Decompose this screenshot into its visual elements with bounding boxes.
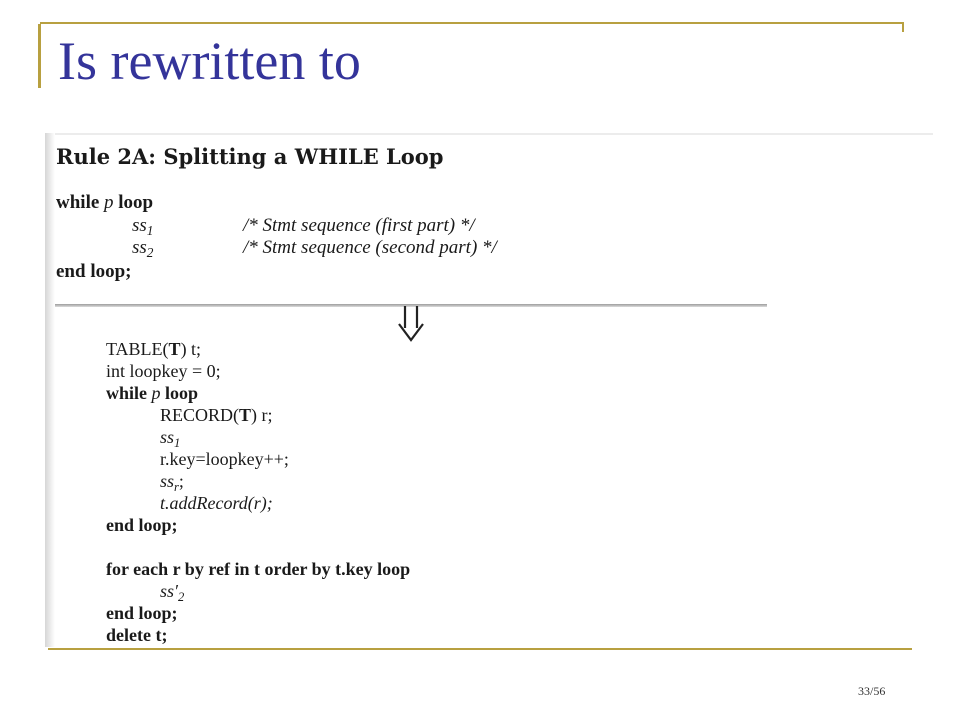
delete-statement: delete t; (106, 625, 168, 645)
table-keyword: TABLE( (106, 339, 169, 359)
table-type: T (168, 339, 181, 359)
record-keyword: RECORD( (160, 405, 240, 425)
ssr-symbol: ss (160, 471, 175, 491)
loop-keyword: loop (118, 192, 154, 213)
add-record-call: t.addRecord(r); (160, 493, 273, 513)
int-declaration: int loopkey = 0; (106, 361, 221, 381)
rewritten-end-loop: end loop; (106, 515, 178, 535)
original-end-loop: end loop; (56, 261, 132, 282)
ss2-symbol: ss (160, 581, 175, 601)
record-declaration (160, 406, 273, 424)
for-each-line: for each r by ref in t order by t.key loop (106, 559, 411, 579)
while-keyword: while (106, 383, 148, 403)
original-while-line (56, 193, 153, 212)
key-assignment: r.key=loopkey++; (160, 449, 289, 469)
ss1-subscript: 1 (146, 222, 154, 238)
record-type: T (239, 405, 252, 425)
original-ss2-comment: /* Stmt sequence (second part) */ (243, 237, 497, 258)
rewritten-ssr (160, 472, 184, 493)
loop-keyword: loop (165, 383, 199, 403)
rule-heading: Rule 2A: Splitting a WHILE Loop (56, 144, 444, 169)
ssr-subscript: r (174, 479, 179, 494)
for-end-loop: end loop; (106, 603, 178, 623)
original-ss2 (132, 238, 153, 259)
ssr-semicolon: ; (178, 471, 184, 491)
record-rest: ) r; (251, 405, 273, 425)
rewritten-ss2-prime (160, 582, 184, 603)
page-number: 33/56 (858, 684, 886, 698)
frame-left-rule (38, 24, 41, 88)
delete-line (106, 626, 167, 644)
original-ss1 (132, 216, 153, 237)
frame-top-rule-end (902, 22, 904, 32)
ss2-subscript: 2 (177, 589, 185, 604)
double-down-arrow-icon (396, 304, 426, 342)
ss2-prime-mark: ′ (174, 581, 178, 601)
while-condition: p (151, 383, 161, 403)
ss1-symbol: ss (160, 427, 175, 447)
frame-top-rule (40, 22, 904, 24)
rewritten-ss1 (160, 428, 180, 449)
ss1-subscript: 1 (174, 435, 181, 450)
excerpt-top-edge (45, 133, 933, 135)
ss2-subscript: 2 (146, 244, 154, 260)
ss1-symbol: ss (132, 215, 147, 236)
table-rest: ) t; (180, 339, 202, 359)
frame-bottom-rule (48, 648, 912, 650)
table-declaration (106, 340, 201, 358)
while-condition: p (104, 192, 114, 213)
while-keyword: while (56, 192, 100, 213)
excerpt-left-shade (45, 133, 55, 647)
slide-title: Is rewritten to (58, 31, 361, 91)
rewritten-while-line (106, 384, 198, 402)
ss2-symbol: ss (132, 237, 147, 258)
original-ss1-comment: /* Stmt sequence (first part) */ (243, 215, 475, 236)
